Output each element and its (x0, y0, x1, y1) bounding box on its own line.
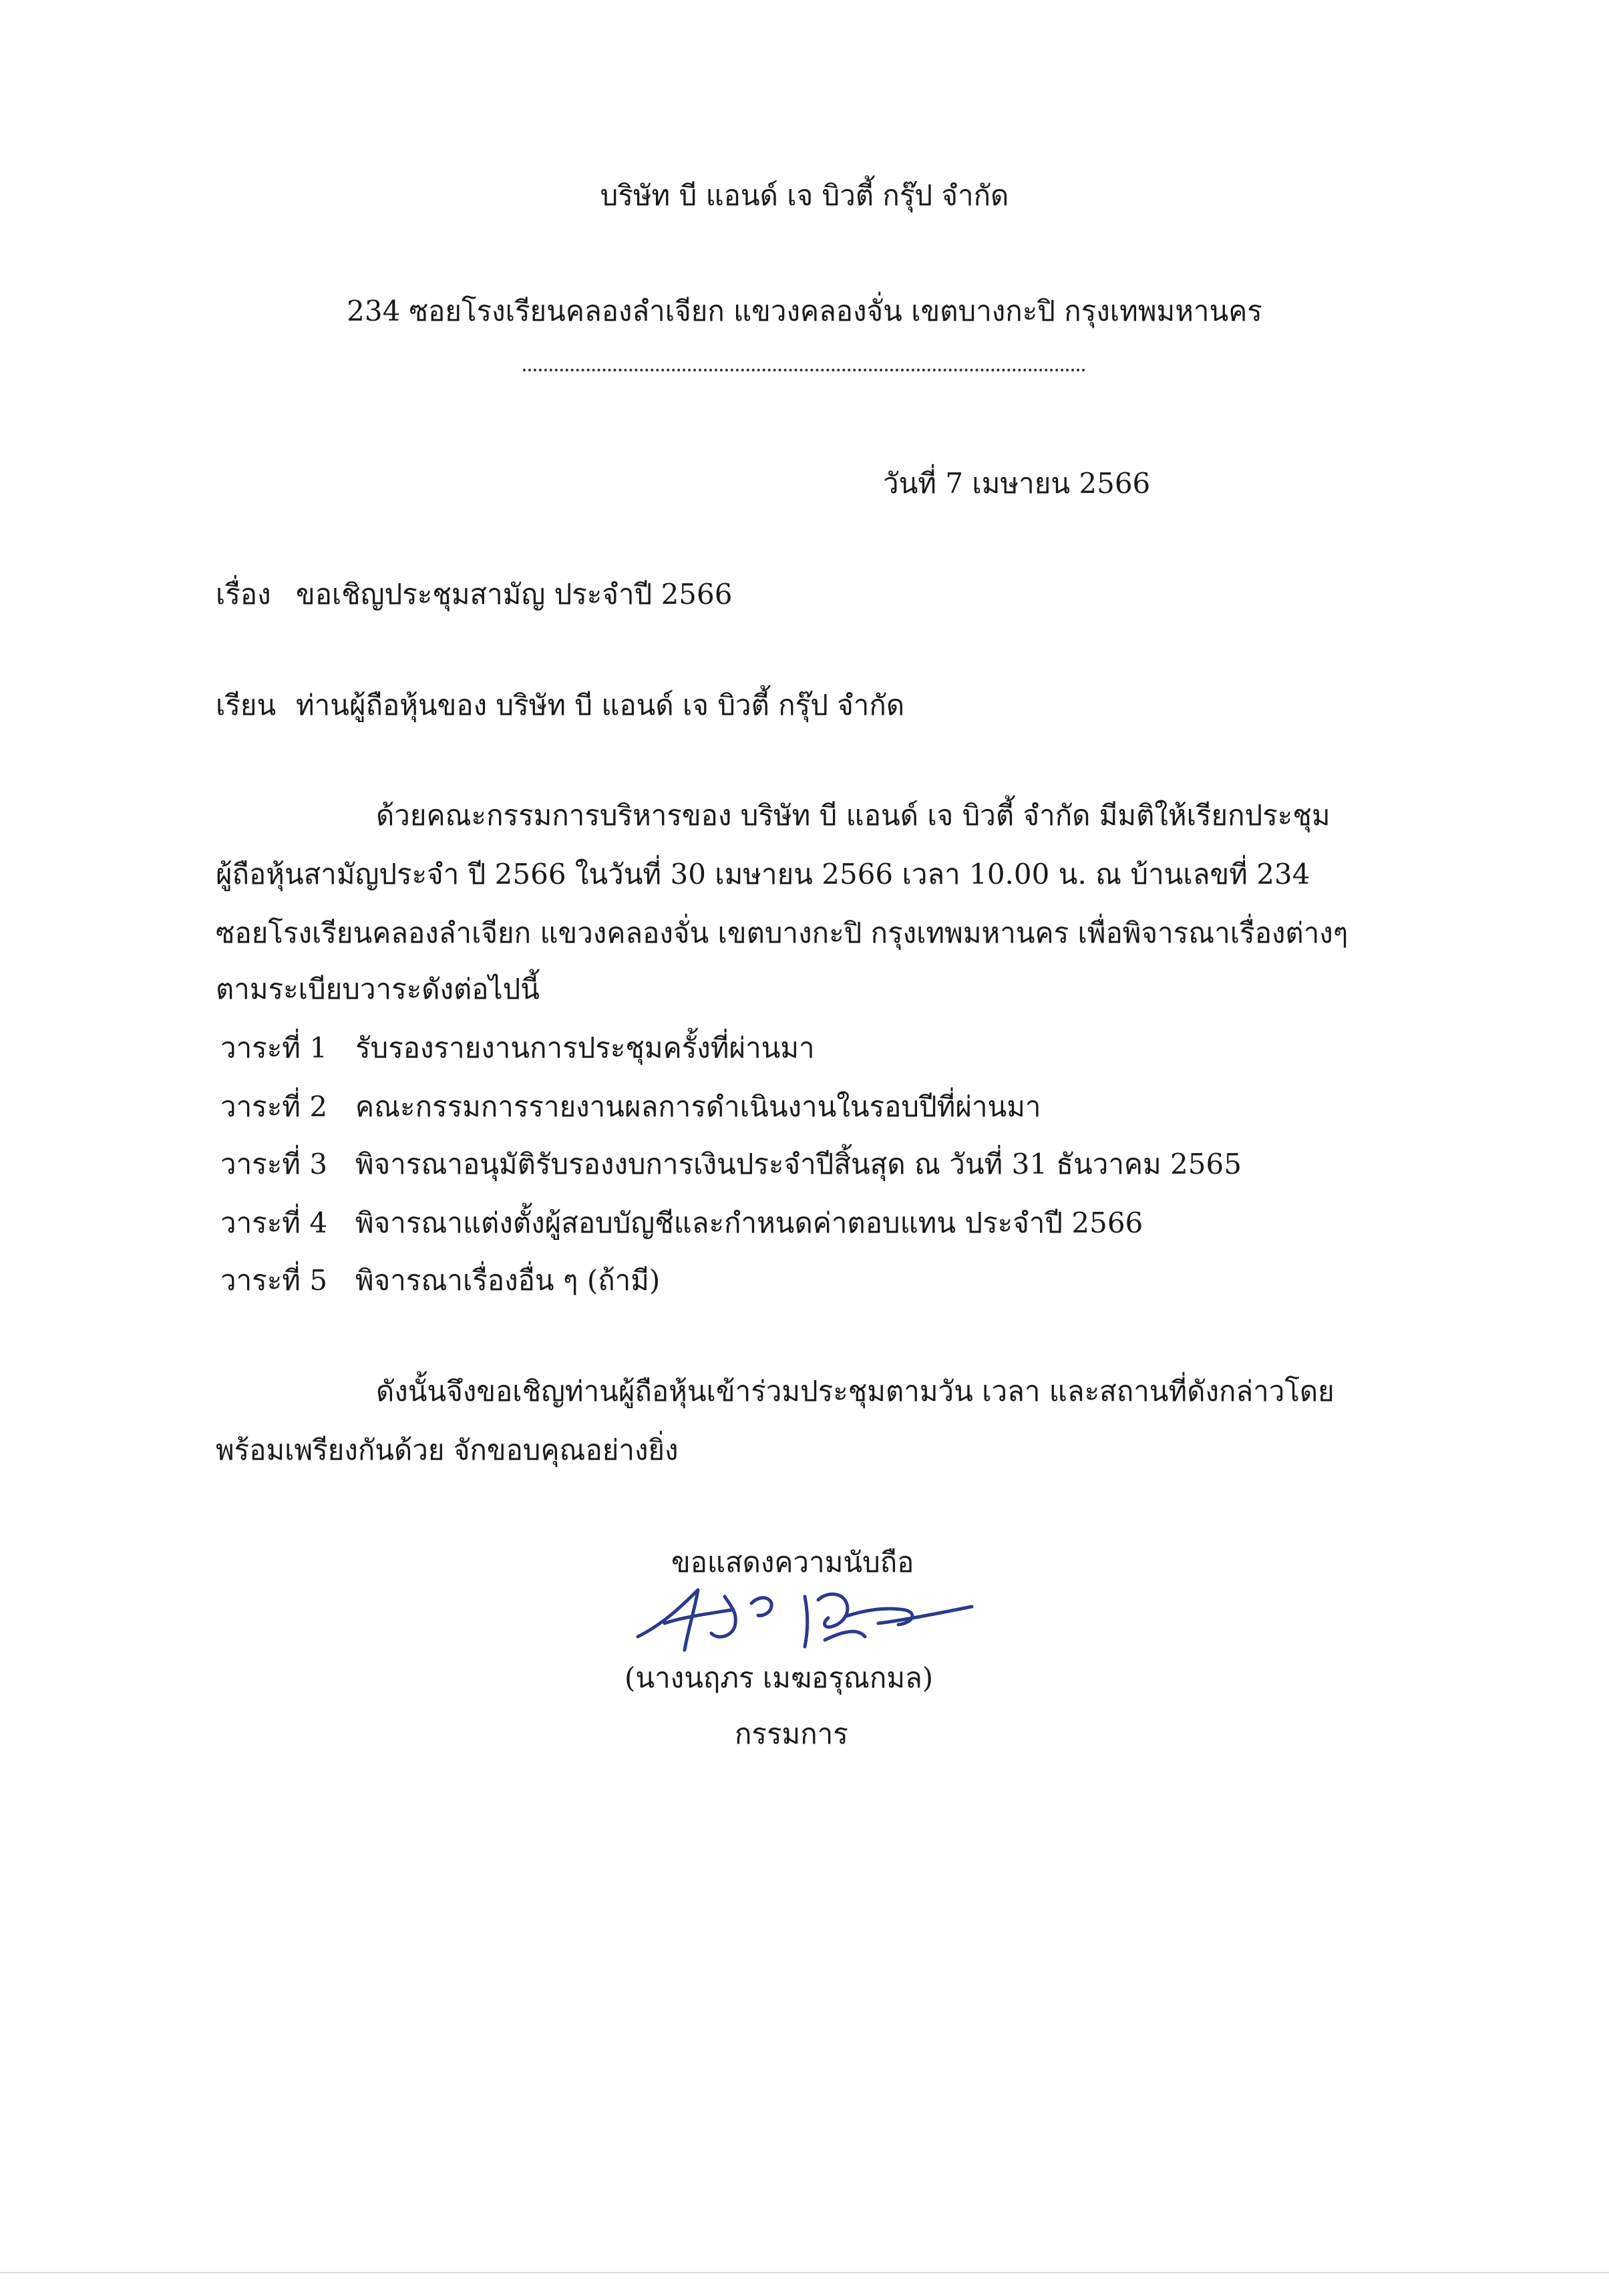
company-address: 234 ซอยโรงเรียนคลองลำเจียก แขวงคลองจั่น เขตบางกะปิ กรุงเทพมหานคร (347, 295, 1262, 327)
subject-label: เรื่อง (216, 578, 271, 611)
signatory-name: (นางนฤภร เมฆอรุณกมล) (624, 1661, 934, 1694)
company-name: บริษัท บี แอนด์ เจ บิวตี้ กรุ๊ป จำกัด (600, 179, 1009, 212)
letter-date: วันที่ 7 เมษายน 2566 (883, 467, 1151, 500)
agenda-item-label: วาระที่ 4 (220, 1206, 328, 1239)
agenda-item-label: วาระที่ 1 (220, 1031, 328, 1064)
body-paragraph-line: ตามระเบียบวาระดังต่อไปนี้ (216, 973, 540, 1005)
agenda-item-text: พิจารณาแต่งตั้งผู้สอบบัญชีและกำหนดค่าตอบแทน ประจำปี 2566 (355, 1206, 1143, 1239)
agenda-item-text: พิจารณาเรื่องอื่น ๆ (ถ้ามี) (355, 1264, 661, 1297)
closing-paragraph-line: ดังนั้นจึงขอเชิญท่านผู้ถือหุ้นเข้าร่วมประชุมตามวัน เวลา และสถานที่ดังกล่าวโดย (376, 1375, 1334, 1408)
dotted-divider (523, 366, 1085, 374)
agenda-item-text: พิจารณาอนุมัติรับรองงบการเงินประจำปีสิ้นสุด ณ วันที่ 31 ธันวาคม 2565 (355, 1148, 1242, 1180)
agenda-item-text: รับรองรายงานการประชุมครั้งที่ผ่านมา (355, 1031, 815, 1064)
closing-paragraph-line: พร้อมเพรียงกันด้วย จักขอบคุณอย่างยิ่ง (216, 1434, 679, 1466)
agenda-item-label: วาระที่ 2 (220, 1090, 328, 1123)
agenda-item-label: วาระที่ 5 (220, 1264, 328, 1297)
subject-text: ขอเชิญประชุมสามัญ ประจำปี 2566 (296, 578, 733, 611)
agenda-item-label: วาระที่ 3 (220, 1148, 328, 1180)
page-bottom-rule (0, 2272, 1609, 2273)
body-paragraph-line: ซอยโรงเรียนคลองลำเจียก แขวงคลองจั่น เขตบางกะปิ กรุงเทพมหานคร เพื่อพิจารณาเรื่องต่างๆ (216, 917, 1349, 949)
signatory-title: กรรมการ (735, 1717, 848, 1750)
handwritten-signature (624, 1577, 999, 1663)
agenda-item-text: คณะกรรมการรายงานผลการดำเนินงานในรอบปีที่ผ่านมา (355, 1090, 1041, 1123)
closing-salutation: ขอแสดงความนับถือ (671, 1546, 914, 1579)
recipient-label: เรียน (216, 689, 277, 721)
body-paragraph-line: ผู้ถือหุ้นสามัญประจำ ปี 2566 ในวันที่ 30 เมษายน 2566 เวลา 10.00 น. ณ บ้านเลขที่ 234 (216, 858, 1310, 890)
recipient-text: ท่านผู้ถือหุ้นของ บริษัท บี แอนด์ เจ บิวตี้ กรุ๊ป จำกัด (296, 689, 905, 721)
body-paragraph-line: ด้วยคณะกรรมการบริหารของ บริษัท บี แอนด์ เจ บิวตี้ จำกัด มีมติให้เรียกประชุม (376, 799, 1330, 832)
